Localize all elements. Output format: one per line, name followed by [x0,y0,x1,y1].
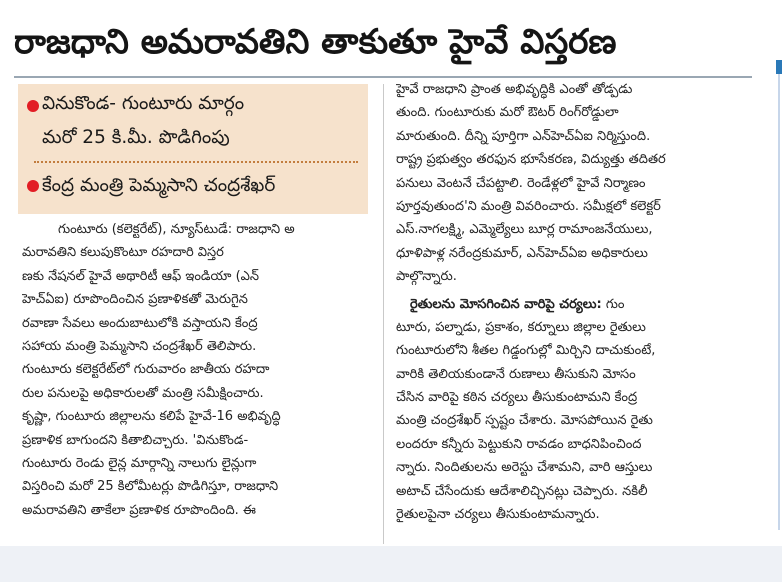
highlight-line-2: కేంద్ర మంత్రి పెమ్మసాని చంద్రశేఖర్ [42,175,276,196]
highlight-divider [34,161,358,163]
right-column [396,78,762,526]
text-line: రాష్ట్ర ప్రభుత్వం తరఫున భూసేకరణ, విద్యుత్తు తదితర [396,152,666,168]
subhead-line [396,293,762,316]
text-line: మంత్రి చంద్రశేఖర్ స్పష్టం చేశారు. మోసపోయిన రైతు [396,413,653,429]
text-line: ధూళిపాళ్ల నరేంద్రకుమార్, ఎన్‌హెచ్ఏఐ అధికారులు [396,245,648,261]
subhead: రైతులను మోసగించిన వారిపై చర్యలు: [410,296,602,312]
text-line: కృష్ణా, గుంటూరు జిల్లాలను కలిపే హైవే-16 అభివృద్ధి [22,409,281,425]
column-divider [383,84,384,544]
text-line: విస్తరించి మరో 25 కిలోమీటర్లు పొడిగిస్తూ, రాజధాని [22,479,279,495]
text-line: గుంటూరు (కలెక్టరేట్), న్యూస్‌టుడే: రాజధాని అ [58,222,295,237]
page-edge-rule [778,60,780,530]
text-line: టూరు, పల్నాడు, ప్రకాశం, కర్నూలు జిల్లాల రైతులు [396,319,646,335]
text-line: హెచ్ఏఐ) రూపొందించిన ప్రణాళికతో మెరుగైన [22,292,248,308]
text-line: మరావతిని కలుపుకొంటూ రహదారి విస్తర [22,245,224,261]
text-line: గుంటూరులోని శీతల గిడ్డంగుల్లో మిర్చిని దాచుకుంటే, [396,343,656,359]
bullet-icon-2 [27,180,39,192]
text-line: పూర్తవుతుంద'ని మంత్రి వివరించారు. సమీక్షలో కలెక్టర్ [396,198,661,214]
text-line: లందరూ కన్నీరు పెట్టుకుని రావడం బాధనిపించింద [396,436,642,452]
highlight-line-1b: మరో 25 కి.మీ. పొడిగింపు [42,127,230,148]
text-line: పనులు వెంటనే చేపట్టాలి. రెండేళ్లలో హైవే నిర్మాణం [396,175,646,191]
text-line: వారికి తెలియకుండానే రుణాలు తీసుకుని మోసం [396,366,636,382]
text-line: హైవే రాజధాని ప్రాంత అభివృద్ధికి ఎంతో తోడ్పడు [396,82,633,97]
text-line: రైతులపైనా చర్యలు తీసుకుంటామన్నారు. [396,507,600,523]
highlight-line-1a: వినుకొండ- గుంటూరు మార్గం [42,93,245,114]
text-line: సహాయ మంత్రి పెమ్మసాని చంద్రశేఖర్ తెలిపారు. [22,338,257,354]
bottom-band [0,546,782,582]
text-line: గుంటూరు రెండు లైన్ల మార్గాన్ని నాలుగు లైన్లుగా [22,455,257,471]
bullet-icon-1 [27,100,39,112]
text-line: అటాచ్ చేసేందుకు ఆదేశాలిచ్చినట్లు చెప్పారు. నకిలీ [396,483,648,499]
left-column [22,218,374,522]
text-line: న్నారు. నిందితులను అరెస్టు చేశామని, వారి ఆస్తులు [396,460,653,476]
text-line: మారుతుంది. దీన్ని పూర్తిగా ఎన్‌హెచ్ఏఐ నిర్మిస్తుంది. [396,128,651,144]
text-line: చేసిన వారిపై కఠిన చర్యలు తీసుకుంటామని కేంద్ర [396,390,638,406]
text-line: పాల్గొన్నారు. [396,269,457,285]
text-line: అమరావతిని తాకేలా ప్రణాళిక రూపొందింది. ఈ [22,502,256,518]
text-line: రవాణా సేవలు అందుబాటులోకి వస్తాయని కేంద్ర [22,315,258,331]
text-line: ఎస్.నాగలక్ష్మి, ఎమ్మెల్యేలు బూర్ల రామాంజనేయులు, [396,222,653,238]
page-edge-marker [776,60,782,74]
text-line: తుంది. గుంటూరుకు మరో ఔటర్ రింగ్‌రోడ్డులా [396,105,619,121]
subhead-rest: గుం [601,296,625,312]
text-line: ప్రణాళిక బాగుందని కితాబిచ్చారు. 'వినుకొండ- [22,432,249,448]
text-line: ణకు నేషనల్ హైవే అథారిటీ ఆఫ్ ఇండియా (ఎన్ [22,268,260,284]
text-line: రుల పనులపై అధికారులతో మంత్రి సమీక్షించారు. [22,385,264,401]
headline: రాజధాని అమరావతిని తాకుతూ హైవే విస్తరణ [14,22,617,62]
text-line: గుంటూరు కలెక్టరేట్‌లో గురువారం జాతీయ రహదా [22,362,270,378]
